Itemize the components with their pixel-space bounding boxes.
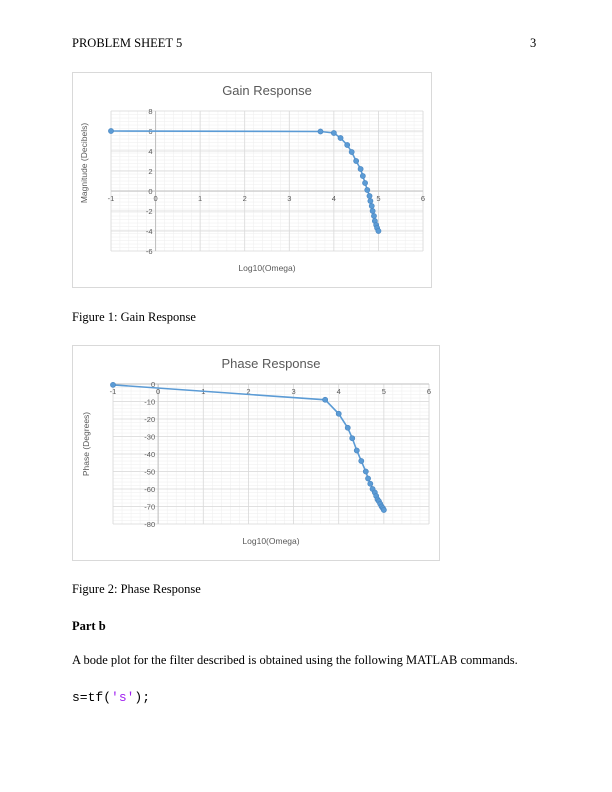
data-point xyxy=(362,180,367,185)
data-point xyxy=(370,208,375,213)
x-tick-label: 6 xyxy=(420,194,426,203)
x-tick-label: 3 xyxy=(291,387,296,396)
x-tick-label: 0 xyxy=(153,194,158,203)
data-point xyxy=(367,193,372,198)
x-tick-label: 4 xyxy=(336,387,341,396)
data-point xyxy=(336,411,341,416)
data-point xyxy=(359,458,364,463)
data-point xyxy=(381,507,386,512)
data-point xyxy=(360,173,365,178)
phase-chart-frame xyxy=(72,345,440,561)
data-point xyxy=(354,158,359,163)
data-point xyxy=(371,213,376,218)
data-point xyxy=(365,187,370,192)
y-tick-label: -6 xyxy=(145,247,153,256)
data-point xyxy=(354,448,359,453)
x-tick-label: 5 xyxy=(376,194,381,203)
data-point xyxy=(110,382,115,387)
data-point xyxy=(318,129,323,134)
phase-response-chart xyxy=(73,346,439,560)
y-tick-label: -60 xyxy=(144,485,156,494)
y-axis-label: Phase (Degrees) xyxy=(81,411,91,477)
data-point xyxy=(365,476,370,481)
y-tick-label: -20 xyxy=(144,415,156,424)
x-tick-label: 5 xyxy=(381,387,386,396)
y-tick-label: -2 xyxy=(145,207,153,216)
x-tick-label: 1 xyxy=(198,194,203,203)
x-tick-label: -1 xyxy=(107,194,115,203)
x-tick-label: 4 xyxy=(331,194,336,203)
x-tick-label: 2 xyxy=(242,194,247,203)
y-tick-label: -50 xyxy=(144,467,156,477)
figure-1-caption: Figure 1: Gain Response xyxy=(72,310,196,324)
y-tick-label: 8 xyxy=(148,107,153,116)
x-tick-label: 2 xyxy=(246,387,251,396)
y-tick-label: -70 xyxy=(144,502,156,512)
x-tick-label: 3 xyxy=(287,194,292,203)
y-axis-label: Magnitude (Decibels) xyxy=(79,122,89,204)
x-axis-label: Log10(Omega) xyxy=(238,263,296,273)
gain-chart-frame xyxy=(72,72,432,288)
section-heading: Part b xyxy=(72,619,106,633)
data-point xyxy=(376,228,381,233)
data-point xyxy=(369,203,374,208)
figure-2-caption: Figure 2: Phase Response xyxy=(72,582,201,596)
data-point xyxy=(368,481,373,486)
data-point xyxy=(323,397,328,402)
code-prefix: s=tf( xyxy=(72,690,112,705)
data-point xyxy=(363,469,368,474)
data-point xyxy=(108,128,113,133)
data-point xyxy=(358,166,363,171)
chart-title: Phase Response xyxy=(221,356,321,371)
gain-response-chart xyxy=(73,73,431,287)
x-tick-label: 1 xyxy=(201,387,206,396)
x-tick-label: 6 xyxy=(426,387,432,396)
chart-title: Gain Response xyxy=(222,83,312,98)
matlab-code-line xyxy=(72,690,150,705)
y-tick-label: 0 xyxy=(150,380,156,389)
code-suffix: ); xyxy=(134,690,151,705)
y-tick-label: 6 xyxy=(148,127,153,136)
data-point xyxy=(345,425,350,430)
data-point xyxy=(349,149,354,154)
y-tick-label: 4 xyxy=(148,147,153,156)
running-header-title: PROBLEM SHEET 5 xyxy=(72,36,183,50)
x-tick-label: -1 xyxy=(109,387,117,396)
data-point xyxy=(350,436,355,441)
y-tick-label: -80 xyxy=(144,520,156,529)
y-tick-label: -40 xyxy=(144,450,156,459)
y-tick-label: 0 xyxy=(148,187,153,196)
page-number: 3 xyxy=(530,36,537,50)
body-paragraph: A bode plot for the filter described is obtained using the following MATLAB commands. xyxy=(72,653,518,667)
x-axis-label: Log10(Omega) xyxy=(242,536,300,546)
x-tick-label: 0 xyxy=(156,387,161,396)
y-tick-label: -30 xyxy=(144,432,156,442)
data-point xyxy=(345,142,350,147)
y-tick-label: -10 xyxy=(144,397,156,407)
data-point xyxy=(338,135,343,140)
y-tick-label: -4 xyxy=(145,227,153,236)
code-string-literal: 's' xyxy=(111,690,135,705)
y-tick-label: 2 xyxy=(148,167,153,176)
data-point xyxy=(331,130,336,135)
data-point xyxy=(368,198,373,203)
